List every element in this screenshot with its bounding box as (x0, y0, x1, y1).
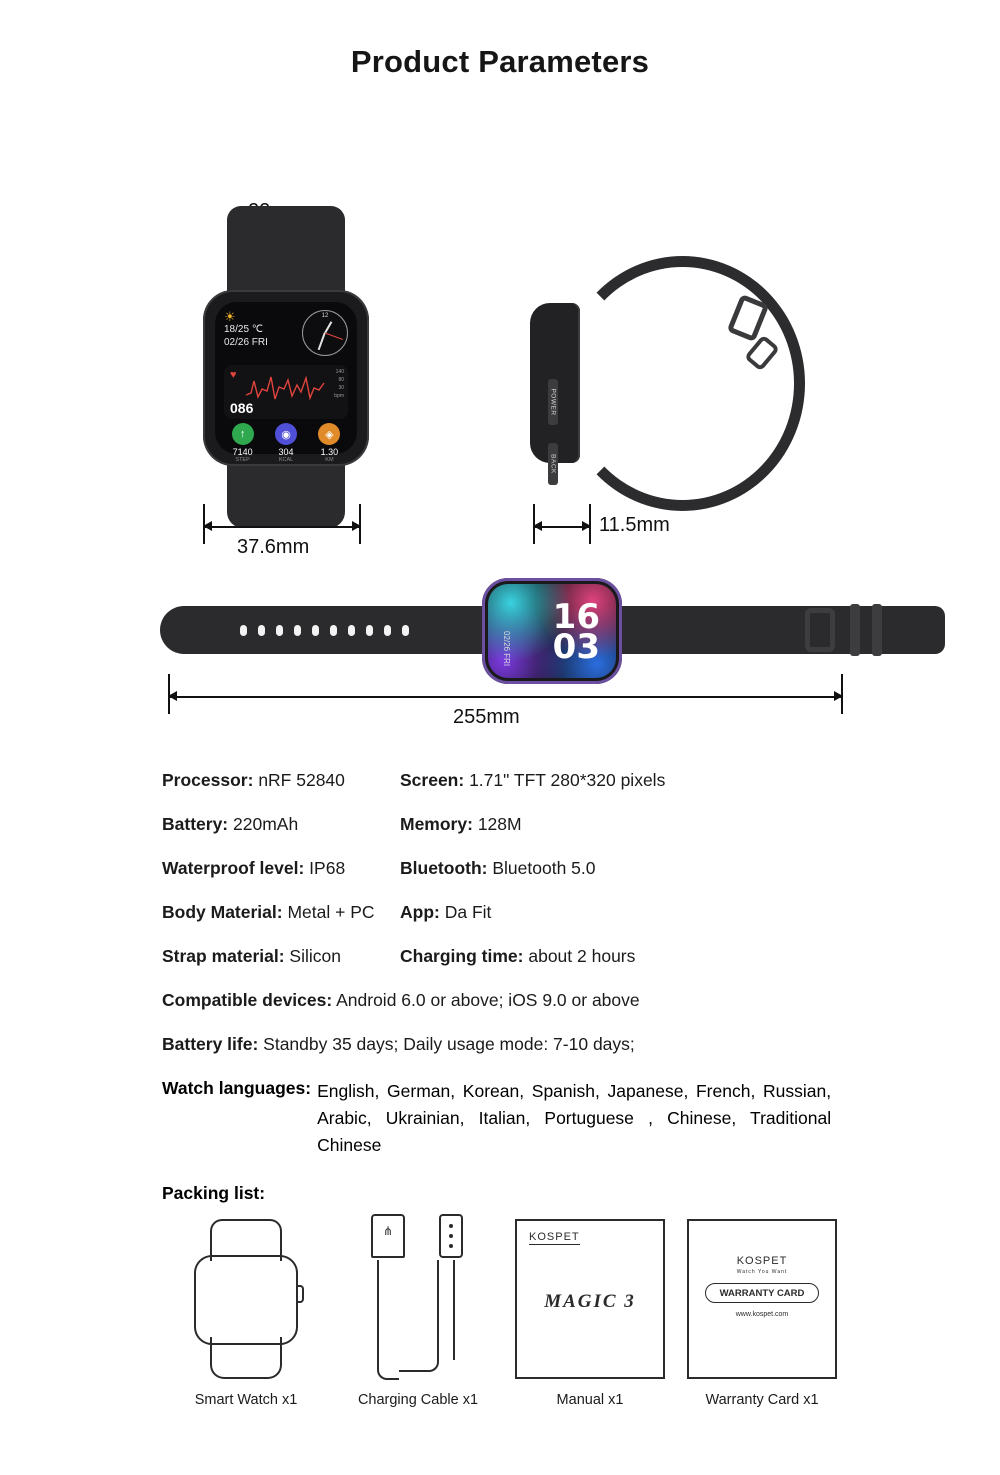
spec-label: Waterproof level: (162, 858, 305, 878)
manual-icon (515, 1219, 665, 1379)
spec-label: Bluetooth: (400, 858, 488, 878)
spec-row (0, 858, 1000, 879)
spec-row (0, 770, 1000, 791)
manual-model: MAGIC 3 (544, 1291, 636, 1313)
spec-value: IP68 (309, 858, 346, 878)
smart-watch-icon (190, 1219, 302, 1379)
spec-value: English, German, Korean, Spanish, Japanese, French, Russian, Arabic, Ukrainian, Italian, Portuguese , Chinese, Traditional Chinese (317, 1081, 832, 1155)
heart-rate-widget (224, 365, 348, 419)
watch-body-flat (482, 578, 622, 684)
packing-item-smart-watch (160, 1214, 332, 1408)
sun-icon: ☀ (224, 309, 236, 324)
spec-label: Compatible devices: (162, 990, 333, 1010)
spec-value: Standby 35 days; Daily usage mode: 7-10 days; (263, 1034, 635, 1054)
date-text: 02/26 FRI (224, 337, 268, 348)
kcal-label: KCAL (278, 457, 294, 463)
warranty-pill-label: WARRANTY CARD (705, 1283, 819, 1303)
spec-value: 1.71" TFT 280*320 pixels (469, 770, 666, 790)
watch-side-view (505, 250, 835, 530)
watch-face-colorful (488, 584, 616, 678)
packing-item-charging-cable (332, 1214, 504, 1408)
watch-time-minute: 03 (552, 627, 600, 667)
weather-block (224, 310, 268, 349)
spec-value: about 2 hours (528, 946, 636, 966)
warranty-tagline: Watch You Want (736, 1269, 788, 1275)
step-icon: ↑ (232, 423, 254, 445)
km-value: 1.30 (320, 447, 339, 457)
spec-value: Metal + PC (287, 902, 375, 922)
dimension-thickness-label: 11.5mm (599, 514, 670, 536)
spec-row (0, 902, 1000, 923)
watch-body-side (530, 303, 580, 474)
spec-label: Screen: (400, 770, 465, 790)
spec-label: App: (400, 902, 440, 922)
spec-row (0, 814, 1000, 835)
spec-label: Watch languages: (162, 1078, 312, 1098)
spec-label: Body Material: (162, 902, 283, 922)
location-pin-icon: ◈ (318, 423, 340, 445)
packing-item-warranty-card (676, 1214, 848, 1408)
watch-body-front (203, 290, 369, 466)
spec-value: Da Fit (444, 902, 492, 922)
clock-12-label: 12 (321, 313, 329, 319)
stat-step (224, 423, 261, 463)
packing-item-caption: Warranty Card x1 (705, 1392, 819, 1408)
spec-label: Processor: (162, 770, 254, 790)
spec-label: Battery life: (162, 1034, 259, 1054)
manual-brand: KOSPET (529, 1231, 580, 1243)
spec-value: nRF 52840 (258, 770, 345, 790)
packing-item-caption: Smart Watch x1 (194, 1392, 298, 1408)
activity-stats (224, 423, 348, 463)
warranty-brand: KOSPET (736, 1255, 788, 1267)
spec-row (0, 946, 1000, 967)
spec-label: Memory: (400, 814, 473, 834)
buckle-frame-icon (805, 608, 835, 652)
watch-date-vertical: 02/26 FRI (502, 630, 511, 666)
page-title: Product Parameters (350, 44, 650, 79)
charging-cable-icon: ⋔ (363, 1214, 473, 1384)
stat-km (311, 423, 348, 463)
specifications (0, 770, 1000, 1159)
spec-value: Bluetooth 5.0 (492, 858, 596, 878)
heart-icon: ♥ (230, 369, 237, 381)
strap-holes (240, 625, 409, 636)
spec-compatible-devices (0, 990, 1000, 1011)
packing-list-title: Packing list: (162, 1183, 266, 1203)
power-button-label: POWER (549, 388, 557, 416)
watch-front-view (196, 206, 376, 526)
hr-scale: 140 80 30 bpm (334, 369, 344, 399)
spec-value: 220mAh (233, 814, 299, 834)
spec-value: Silicon (289, 946, 341, 966)
watch-flat-view (160, 570, 850, 690)
power-button[interactable] (548, 379, 558, 425)
packing-item-manual (504, 1214, 676, 1408)
strap-loops (850, 604, 906, 656)
spec-value: Android 6.0 or above; iOS 9.0 or above (336, 990, 640, 1010)
spec-label: Strap material: (162, 946, 285, 966)
warranty-url: www.kospet.com (735, 1311, 789, 1318)
back-button[interactable] (548, 443, 558, 485)
packing-item-caption: Manual x1 (556, 1392, 624, 1408)
spec-label: Battery: (162, 814, 229, 834)
dimension-body-width-label: 37.6mm (237, 536, 310, 558)
analog-clock-icon (302, 310, 348, 356)
temperature-text: 18/25 ℃ (224, 324, 264, 335)
stat-kcal (267, 423, 304, 463)
spec-battery-life (0, 1034, 1000, 1055)
spec-label: Charging time: (400, 946, 524, 966)
back-button-label: BACK (549, 454, 557, 474)
km-label: KM (325, 457, 334, 463)
flame-icon: ◉ (275, 423, 297, 445)
step-label: STEP (235, 457, 250, 463)
heart-rate-value: 086 (230, 400, 254, 416)
spec-watch-languages (0, 1078, 1000, 1159)
kcal-value: 304 (278, 447, 294, 457)
hr-graph-icon (246, 371, 324, 405)
packing-list (0, 1214, 1000, 1408)
dimension-total-length-label: 255mm (453, 706, 520, 728)
warranty-card-icon (687, 1219, 837, 1379)
spec-value: 128M (477, 814, 522, 834)
product-diagrams (0, 80, 1000, 728)
watch-time (552, 597, 600, 667)
side-strap (560, 256, 805, 511)
watch-screen (215, 302, 357, 463)
packing-item-caption: Charging Cable x1 (357, 1392, 479, 1408)
step-value: 7140 (232, 447, 253, 457)
watch-time-hour: 16 (552, 597, 600, 637)
